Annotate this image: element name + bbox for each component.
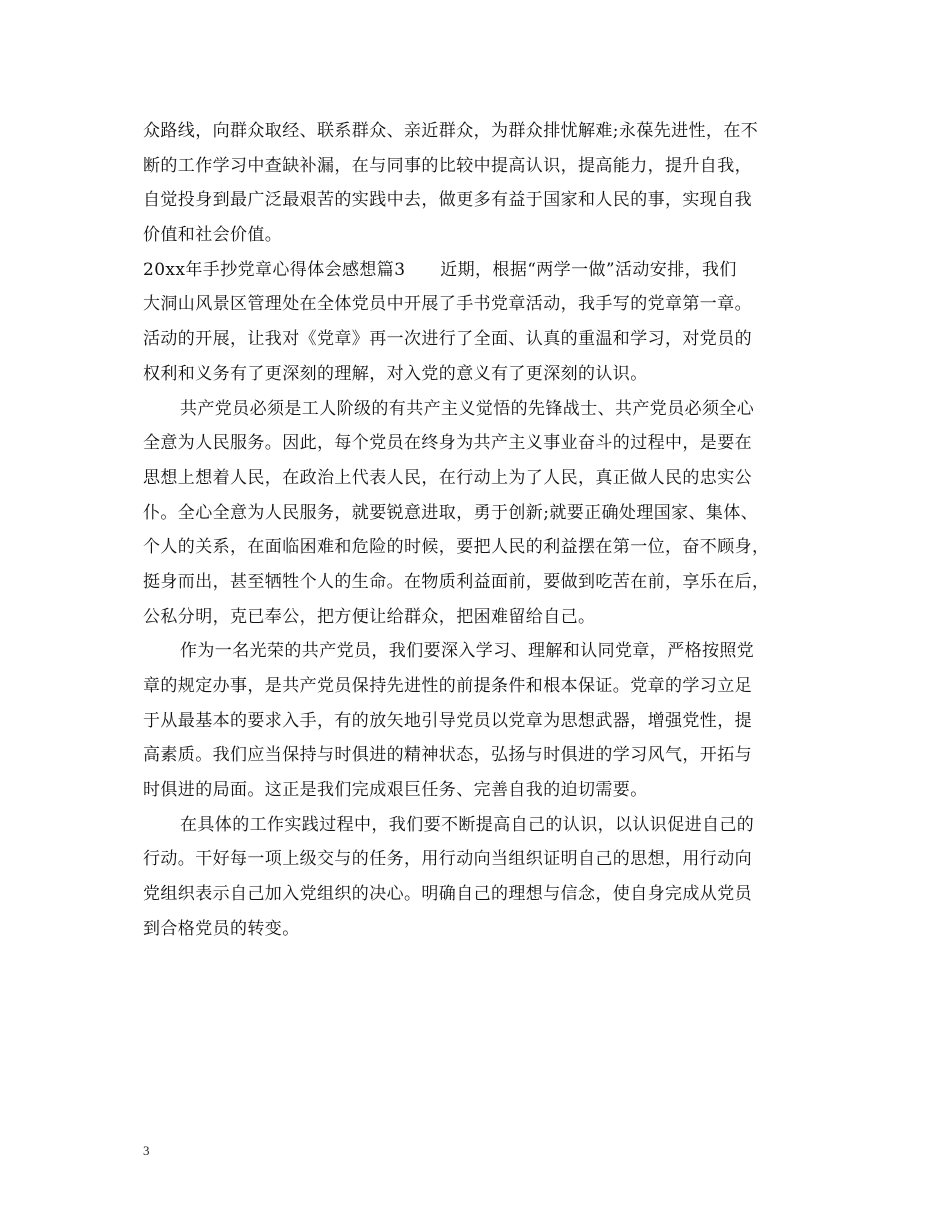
text-line: 在具体的工作实践过程中，我们要不断提高自己的认识，以认识促进自己的: [180, 814, 755, 835]
text-line: 高素质。我们应当保持与时俱进的精神状态，弘扬与时俱进的学习风气，开拓与: [143, 745, 752, 766]
text-line: 于从最基本的要求入手，有的放矢地引导党员以党章为思想武器，增强党性，提: [143, 710, 752, 731]
paragraph-3: [143, 392, 811, 635]
text-line: 思想上想着人民，在政治上代表人民，在行动上为了人民，真正做人民的忠实公: [143, 467, 752, 488]
text-line: 大洞山风景区管理处在全体党员中开展了手书党章活动，我手写的党章第一章。: [143, 294, 752, 315]
paragraph-2: [143, 253, 811, 392]
paragraph-4: [143, 634, 811, 807]
text-line: 仆。全心全意为人民服务，就要锐意进取，勇于创新;就要正确处理国家、集体、: [143, 502, 759, 523]
text-line: 公私分明，克已奉公，把方便让给群众，把困难留给自己。: [143, 606, 596, 627]
paragraph-1: [143, 114, 811, 253]
text-line: 众路线，向群众取经、联系群众、亲近群众，为群众排忧解难;永葆先进性，在不: [143, 121, 759, 141]
text-line: 价值和社会价值。: [143, 225, 283, 246]
text-line: 行动。干好每一项上级交与的任务，用行动向当组织证明自己的思想，用行动向: [143, 849, 752, 870]
text-line: 时俱进的局面。这正是我们完成艰巨任务、完善自我的迫切需要。: [143, 780, 648, 801]
text-line: 作为一名光荣的共产党员，我们要深入学习、理解和认同党章，严格按照党: [180, 641, 755, 662]
text-line: 挺身而出，甚至牺牲个人的生命。在物质利益面前，要做到吃苦在前，享乐在后，: [143, 571, 770, 592]
text-line: 自觉投身到最广泛最艰苦的实践中去，做更多有益于国家和人民的事，实现自我: [143, 190, 752, 211]
text-line: 到合格党员的转变。: [143, 918, 300, 939]
text-line: 权利和义务有了更深刻的理解，对入党的意义有了更深刻的认识。: [143, 363, 648, 384]
text-line: 断的工作学习中查缺补漏，在与同事的比较中提高认识，提高能力，提升自我，: [143, 155, 752, 176]
text-line: 章的规定办事，是共产党员保持先进性的前提条件和根本保证。党章的学习立足: [143, 676, 752, 696]
document-body: [143, 114, 811, 947]
text-line: 共产党员必须是工人阶级的有共产主义觉悟的先锋战士、共产党员必须全心: [180, 398, 755, 419]
page-number: 3: [143, 1143, 150, 1158]
text-line: 全意为人民服务。因此，每个党员在终身为共产主义事业奋斗的过程中，是要在: [143, 433, 752, 454]
paragraph-5: [143, 808, 811, 947]
text-line: 个人的关系，在面临困难和危险的时候，要把人民的利益摆在第一位，奋不顾身，: [143, 537, 770, 558]
section-heading-line: 20xx年手抄党章心得体会感想篇3 近期，根据“两学一做”活动安排，我们: [143, 259, 737, 280]
text-line: 活动的开展，让我对《党章》再一次进行了全面、认真的重温和学习，对党员的: [143, 329, 752, 350]
text-line: 党组织表示自己加入党组织的决心。明确自己的理想与信念，使自身完成从党员: [143, 884, 752, 905]
